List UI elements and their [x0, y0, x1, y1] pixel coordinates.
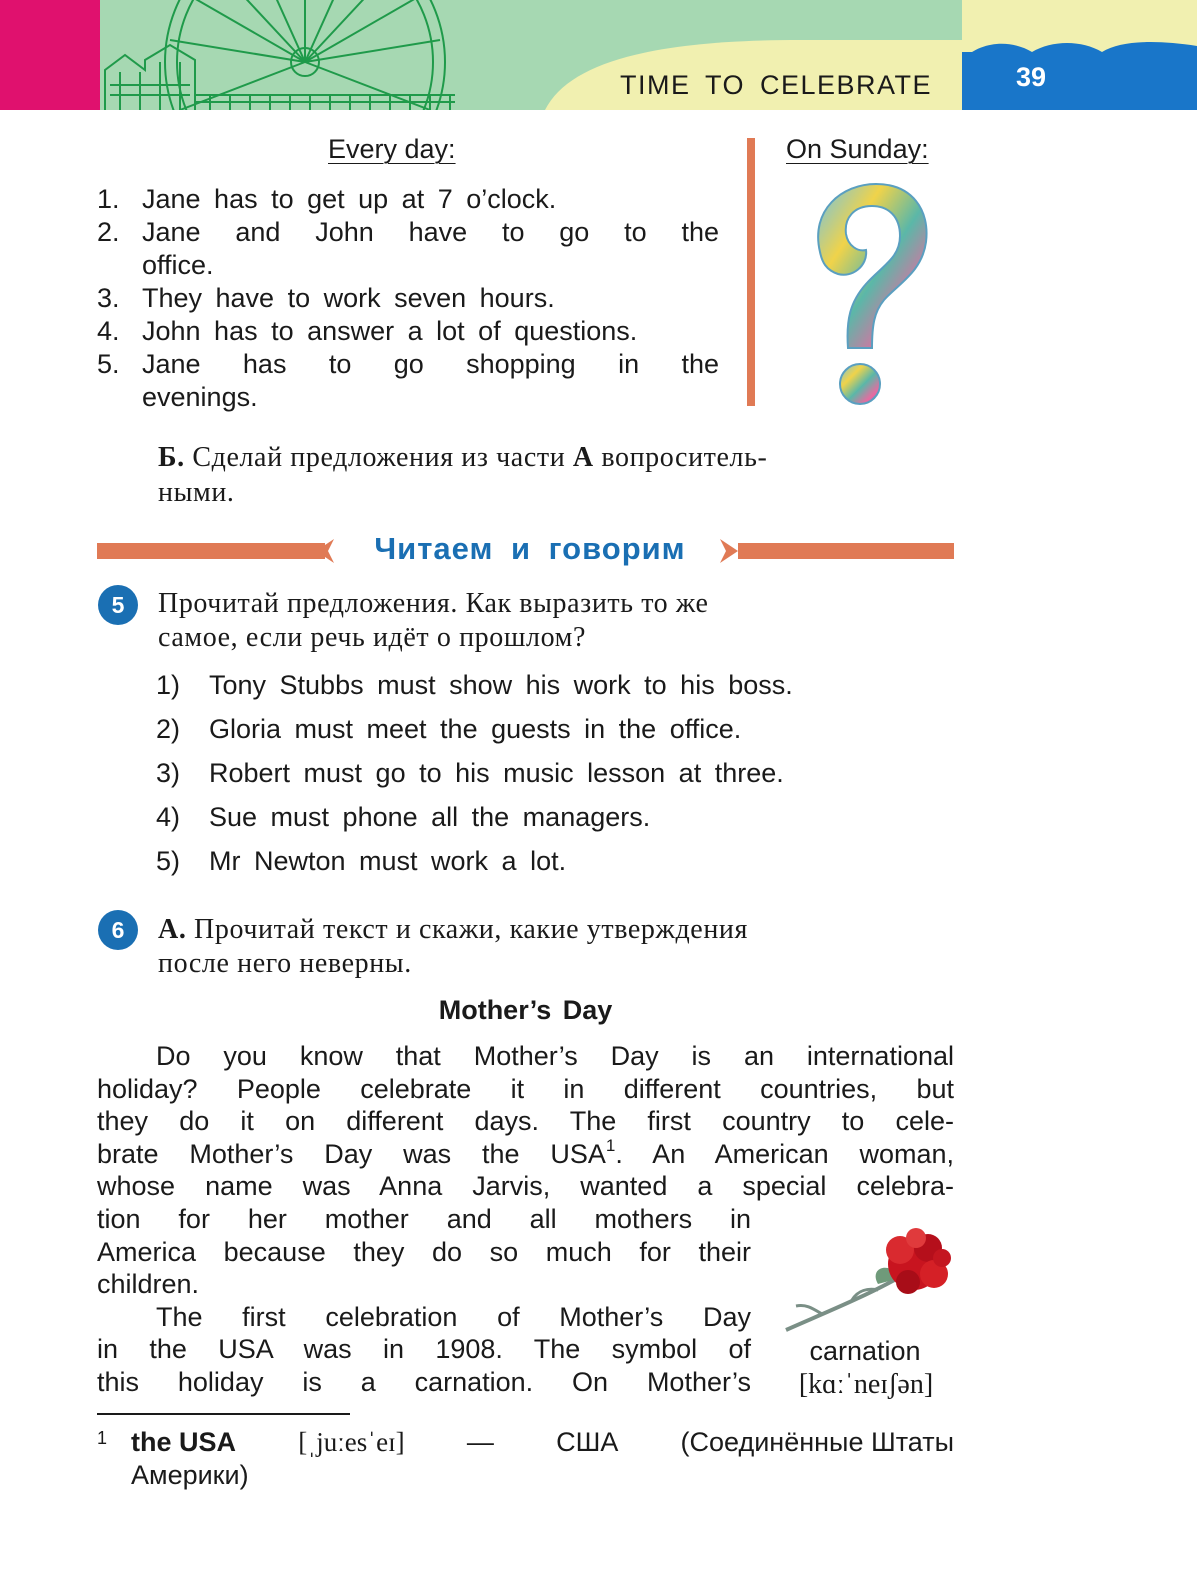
carnation-transcription: [kɑːˈneɪʃən] [798, 1369, 934, 1400]
exercise-6-instruction-line2: после него неверны. [158, 948, 412, 979]
every-day-heading [328, 134, 456, 165]
exercise-5-instruction-line2: самое, если речь идёт о прошлом? [158, 622, 587, 653]
exercise-6-instruction-line1: Прочитай текст и скажи, какие утверждения [194, 914, 748, 945]
footnote-divider [97, 1413, 350, 1415]
list-item-number: 4) [156, 802, 181, 832]
column-divider [747, 138, 755, 406]
list-item-number: 3. [97, 283, 120, 313]
footnote-expansion: (Соединённые Штаты [680, 1427, 954, 1457]
task-b-text-end: вопроситель- [601, 442, 768, 473]
story-line: they do it on different days. The first country to cele- [97, 1106, 954, 1137]
exercise-5-list [156, 670, 956, 890]
list-item [156, 714, 956, 758]
every-day-list [97, 183, 719, 414]
footnote-reference: 1 [605, 1135, 616, 1155]
exercise-5-badge: 5 [98, 585, 138, 625]
list-item-continuation [97, 249, 719, 282]
list-item-number: 5) [156, 846, 181, 876]
section-banner-title: Читаем и говорим [374, 531, 686, 566]
banner-arrow-right-icon [720, 539, 738, 563]
list-item-text: office. [142, 250, 214, 280]
footnote-term: the USA [131, 1427, 237, 1457]
task-b-line2: ными. [158, 477, 235, 508]
list-item [97, 315, 719, 348]
list-item-number: 4. [97, 316, 120, 346]
footnote-marker: 1 [97, 1428, 108, 1448]
list-item [97, 183, 719, 216]
question-mark-illustration [806, 180, 932, 408]
story-line [97, 1301, 751, 1334]
exercise-6-badge: 6 [98, 910, 138, 950]
task-b-prefix: Б. [158, 442, 185, 473]
exercise-5-instruction-line1: Прочитай предложения. Как выразить то же [158, 588, 709, 619]
list-item [156, 802, 956, 846]
list-item-number: 3) [156, 758, 181, 788]
story-title: Mother’s Day [438, 995, 613, 1025]
list-item-text: Robert must go to his music lesson at three. [209, 758, 784, 788]
on-sunday-label: On Sunday: [786, 134, 929, 164]
task-b-instruction [158, 440, 954, 510]
exercise-6-prefix: А. [158, 914, 187, 945]
list-item [97, 348, 719, 381]
story-line: this holiday is a carnation. On Mother’s [97, 1366, 751, 1397]
story-line: holiday? People celebrate it in different countries, but [97, 1073, 954, 1104]
list-item-text: They have to work seven hours. [142, 283, 555, 313]
footnote-transcription: [ˌjuːesˈeɪ] [298, 1427, 405, 1457]
banner-bar-left [97, 543, 325, 559]
list-item-number: 1) [156, 670, 181, 700]
list-item [156, 758, 956, 802]
list-item-number: 5. [97, 349, 120, 379]
list-item [156, 670, 956, 714]
footnote-translation: США [556, 1427, 619, 1457]
list-item-text: Jane and John have to go to the [142, 217, 719, 247]
list-item-text: Jane has to get up at 7 o’clock. [142, 184, 557, 214]
list-item-continuation [97, 381, 719, 414]
list-item-text: evenings. [142, 382, 258, 412]
list-item-text: Gloria must meet the guests in the office. [209, 714, 742, 744]
story-line: children. [97, 1269, 200, 1300]
list-item-number: 1. [97, 184, 120, 214]
carnation-illustration [782, 1224, 954, 1336]
story-line-text: The first celebration of Mother’s Day [156, 1301, 751, 1332]
list-item [97, 282, 719, 315]
story-line-text: . An American woman, [615, 1138, 954, 1169]
story-line: in the USA was in 1908. The symbol of [97, 1334, 751, 1365]
story-line: whose name was Anna Jarvis, wanted a special celebra- [97, 1171, 954, 1202]
page-number: 39 [1016, 62, 1047, 92]
task-b-bold-letter: А [572, 442, 594, 473]
list-item-text: John has to answer a lot of questions. [142, 316, 638, 346]
story-line-text: Do you know that Mother’s Day is an international [156, 1041, 954, 1071]
header-blue-tab [962, 52, 1197, 110]
list-item-text: Sue must phone all the managers. [209, 802, 651, 832]
list-item [156, 846, 956, 890]
list-item-number: 2. [97, 217, 120, 247]
exercise-6-instruction [158, 913, 954, 981]
footnote [97, 1426, 954, 1492]
story-line [97, 1135, 954, 1171]
list-item-text: Mr Newton must work a lot. [209, 846, 567, 876]
task-b-text: Сделай предложения из части [192, 442, 566, 473]
story-line: tion for her mother and all mothers in [97, 1203, 751, 1234]
story-line-text: brate Mother’s Day was the USA [97, 1138, 606, 1169]
list-item [97, 216, 719, 249]
footnote-dash: — [466, 1427, 494, 1457]
list-item-text: Tony Stubbs must show his work to his boss. [209, 670, 793, 700]
carnation-caption: carnation [809, 1336, 921, 1366]
every-day-label: Every day: [328, 134, 456, 164]
list-item-text: Jane has to go shopping in the [142, 349, 719, 379]
story-line [97, 1040, 954, 1073]
list-item-number: 2) [156, 714, 181, 744]
on-sunday-heading [786, 134, 929, 165]
story-line: America because they do so much for their [97, 1236, 751, 1267]
header-pink-block [0, 0, 100, 110]
footnote-expansion-line2: Америки) [131, 1460, 249, 1490]
header-tab-wave [962, 40, 1197, 60]
page-header-title: TIME TO CELEBRATE [620, 70, 933, 100]
exercise-5-instruction [158, 587, 954, 655]
banner-bar-right [738, 543, 954, 559]
